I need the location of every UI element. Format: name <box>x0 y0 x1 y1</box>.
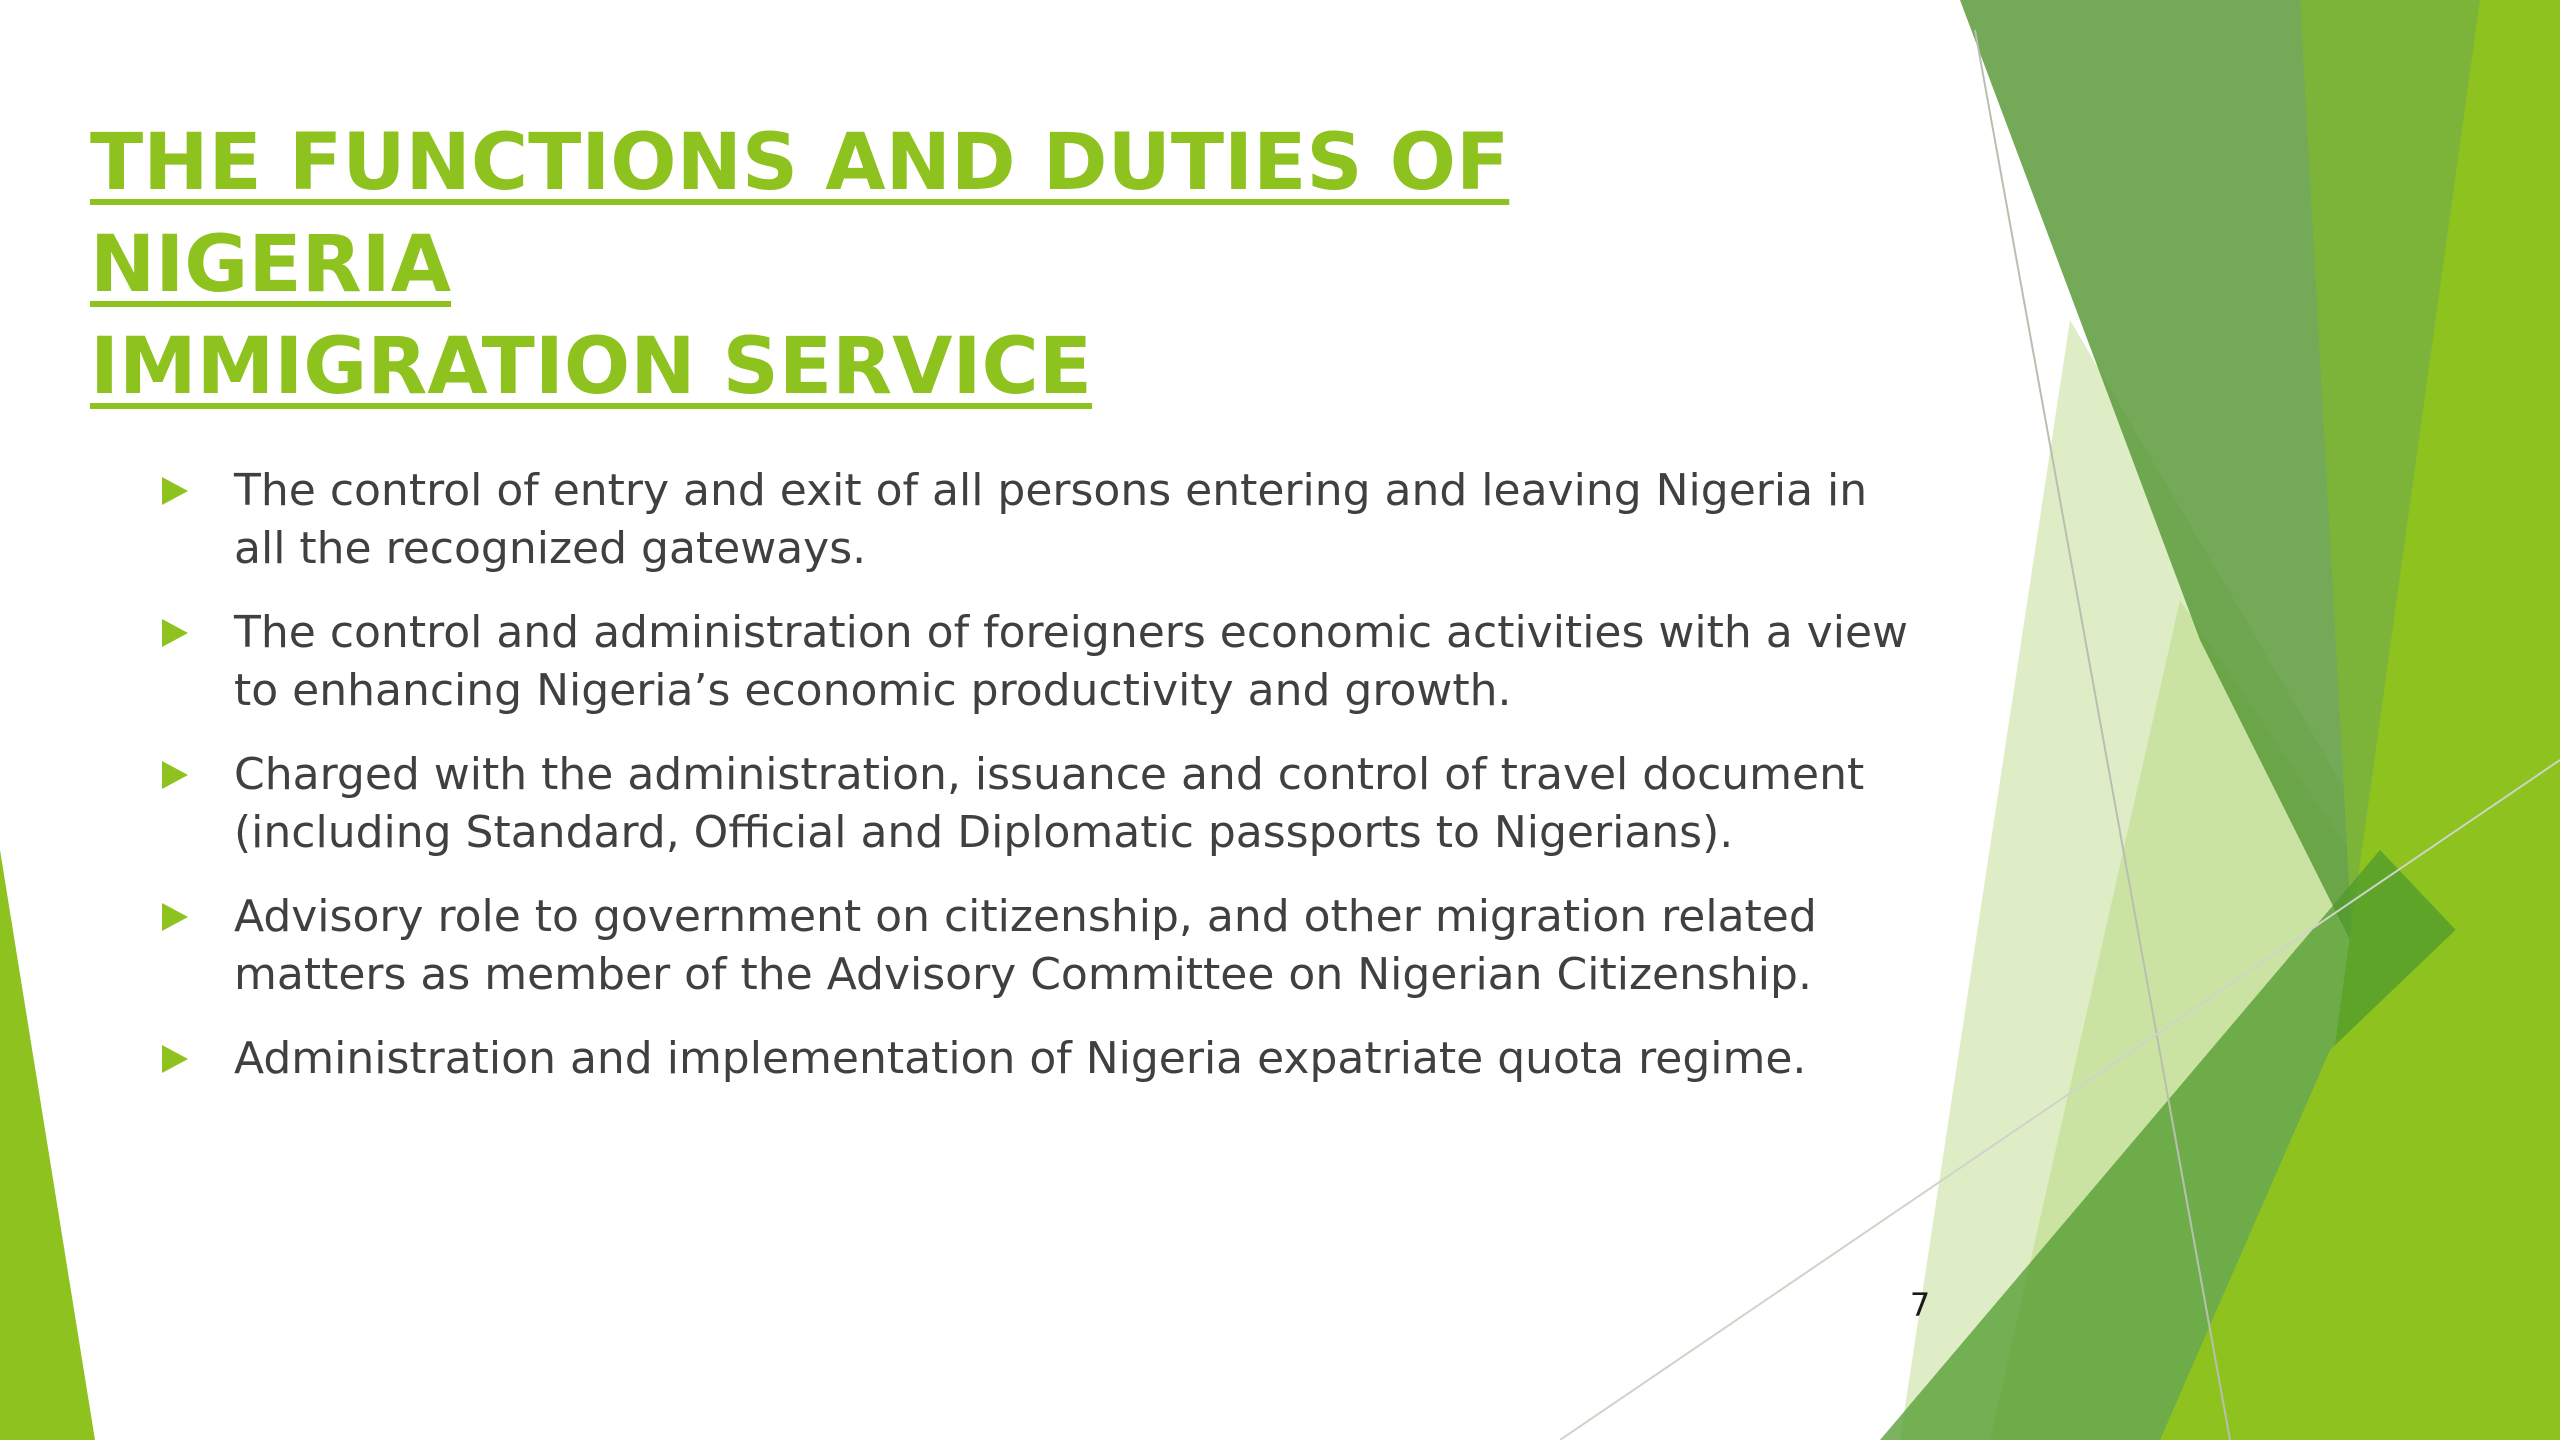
bullet-item-expatriate-quota <box>162 1030 1922 1088</box>
bullet-text: The control and administration of foreigners economic activities with a view to enhancing Nigeria’s economic productivity and growth. <box>234 607 1908 716</box>
bullet-item-entry-exit <box>162 462 1922 578</box>
left-green-sliver <box>0 850 95 1440</box>
slide-title <box>90 112 1890 418</box>
bullet-item-travel-documents <box>162 746 1922 862</box>
triangle-bullet-icon <box>162 1045 188 1073</box>
bullet-text: The control of entry and exit of all persons entering and leaving Nigeria in all the recognized gateways. <box>234 465 1868 574</box>
bullet-item-foreigners-economic <box>162 604 1922 720</box>
triangle-bullet-icon <box>162 761 188 789</box>
triangle-bullet-icon <box>162 619 188 647</box>
title-line-2: IMMIGRATION SERVICE <box>90 322 1093 412</box>
bullet-item-advisory-role <box>162 888 1922 1004</box>
bullet-list <box>162 462 1922 1114</box>
title-line-1: THE FUNCTIONS AND DUTIES OF NIGERIA <box>90 118 1510 310</box>
bullet-text: Advisory role to government on citizenship, and other migration related matters as member of the Advisory Committee on Nigerian Citizenship. <box>234 891 1817 1000</box>
page-number: 7 <box>1909 1286 1931 1324</box>
triangle-bullet-icon <box>162 903 188 931</box>
bullet-text: Charged with the administration, issuance and control of travel document (including Standard, Official and Diplomatic passports to Nigerians). <box>234 749 1865 858</box>
bullet-text: Administration and implementation of Nigeria expatriate quota regime. <box>234 1033 1807 1084</box>
triangle-bullet-icon <box>162 477 188 505</box>
